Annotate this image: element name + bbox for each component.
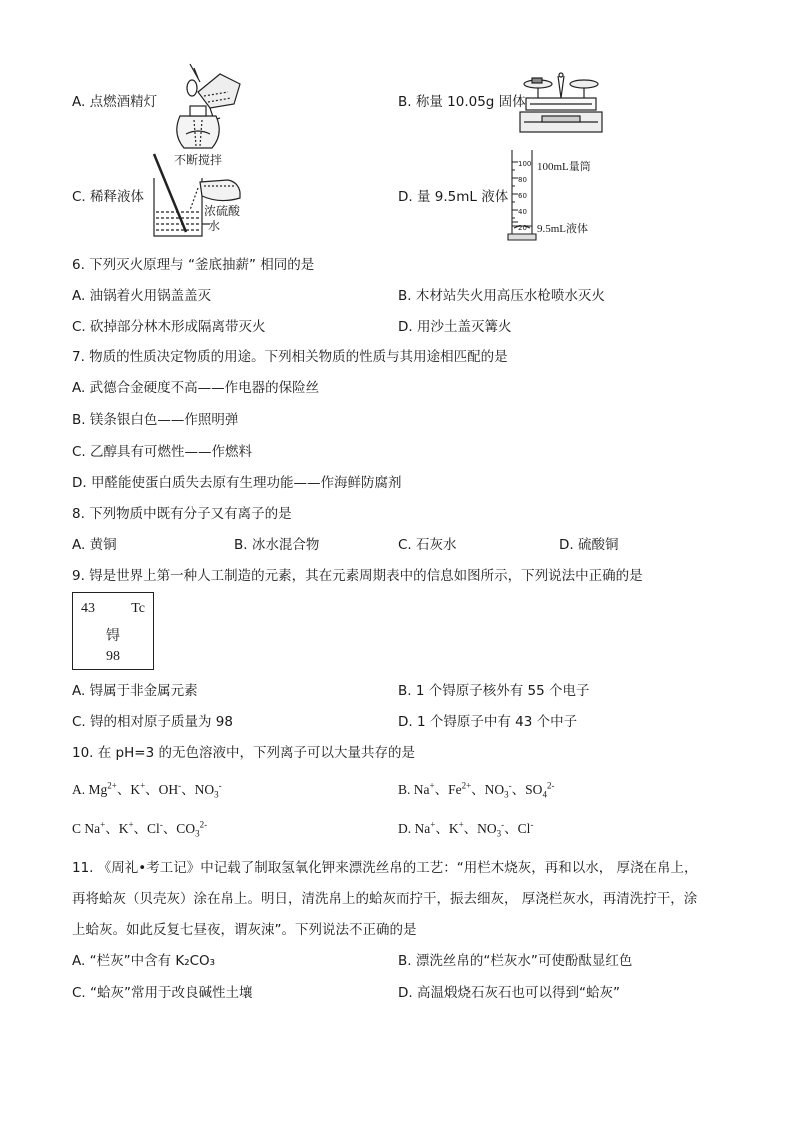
element-card — [72, 592, 154, 670]
q6-option-c: C. 砍掉部分林木形成隔离带灭火 — [72, 319, 266, 335]
atomic-mass: 98 — [106, 649, 120, 664]
alcohol-lamp-image — [168, 62, 252, 154]
q6-option-a: A. 油锅着火用锅盖盖灭 — [72, 288, 212, 304]
q8-option-d: D. 硫酸铜 — [559, 537, 619, 553]
q8-option-a: A. 黄铜 — [72, 537, 117, 553]
q8-option-c: C. 石灰水 — [398, 537, 457, 553]
q9-stem: 9. 锝是世界上第一种人工制造的元素，其在元素周期表中的信息如图所示，下列说法中正确的是 — [72, 568, 643, 584]
q7-option-b: B. 镁条银白色——作照明弹 — [72, 412, 239, 428]
q11-option-b: B. 漂洗丝帛的“栏灰水”可使酚酞显红色 — [398, 953, 633, 969]
q7-option-c: C. 乙醇具有可燃性——作燃料 — [72, 444, 253, 460]
tick-40: 40 — [518, 208, 527, 216]
q9-option-b: B. 1 个锝原子核外有 55 个电子 — [398, 683, 590, 699]
q9-option-a: A. 锝属于非金属元素 — [72, 683, 198, 699]
stir-label: 不断搅拌 — [174, 153, 223, 167]
q7-option-d: D. 甲醛能使蛋白质失去原有生理功能——作海鲜防腐剂 — [72, 475, 402, 491]
q5-option-b: B. 称量 10.05g 固体 — [398, 94, 526, 110]
element-name: 锝 — [106, 628, 120, 644]
q11-option-a: A. “栏灰”中含有 K₂CO₃ — [72, 953, 216, 969]
q10-option-b: B. Na+、$Fe^{2+}$、$NO_3^-$、$SO_4^{2-}$ — [398, 780, 555, 800]
q6-option-b: B. 木材站失火用高压水枪喷水灭火 — [398, 288, 605, 304]
tick-20: 20 — [518, 224, 527, 232]
q10-option-c: C Na+、K+、Cl-、$CO_3^{2-}$ — [72, 819, 208, 839]
balance-image — [518, 72, 604, 138]
tick-80: 80 — [518, 176, 527, 184]
q11-option-c: C. “蛤灰”常用于改良碱性土壤 — [72, 985, 253, 1001]
cylinder-title-label: 100mL量筒 — [537, 161, 591, 173]
acid-label: 浓硫酸 — [204, 204, 241, 218]
atomic-number: 43 — [81, 601, 95, 616]
tick-100: 100 — [518, 160, 532, 168]
element-symbol: Tc — [131, 601, 145, 616]
q8-option-b: B. 冰水混合物 — [234, 537, 320, 553]
q11-line-1: 11. 《周礼•考工记》中记载了制取氢氧化钾来漂洗丝帛的工艺：“用栏木烧灰，再和以水， 厚浇在帛上， — [72, 860, 698, 876]
q6-option-d: D. 用沙土盖灭篝火 — [398, 319, 512, 335]
tick-60: 60 — [518, 192, 527, 200]
q5-option-d: D. 量 9.5mL 液体 — [398, 189, 509, 205]
q7-stem: 7. 物质的性质决定物质的用途。下列相关物质的性质与其用途相匹配的是 — [72, 349, 508, 365]
q7-option-a: A. 武德合金硬度不高——作电器的保险丝 — [72, 380, 320, 396]
q10-stem: 10. 在 pH=3 的无色溶液中，下列离子可以大量共存的是 — [72, 745, 415, 761]
q5-option-a: A. 点燃酒精灯 — [72, 94, 158, 110]
q9-option-d: D. 1 个锝原子中有 43 个中子 — [398, 714, 578, 730]
q11-line-3: 上蛤灰。如此反复七昼夜，谓灰涑”。下列说法不正确的是 — [72, 922, 417, 938]
q10-option-d: D. Na+、K+、$NO_3^-$、Cl- — [398, 819, 534, 839]
q8-stem: 8. 下列物质中既有分子又有离子的是 — [72, 506, 292, 522]
q10-option-a: A. $Mg^{2+}$、K+、OH-、$NO_3^-$ — [72, 780, 222, 800]
q11-line-2: 再将蛤灰（贝壳灰）涂在帛上。明日，清洗帛上的蛤灰而拧干，振去细灰， 厚浇栏灰水，再清洗拧干，涂 — [72, 891, 698, 907]
water-label: 水 — [208, 219, 221, 233]
q9-option-c: C. 锝的相对原子质量为 98 — [72, 714, 233, 730]
q5-option-c: C. 稀释液体 — [72, 189, 145, 205]
cylinder-liquid-label: 9.5mL液体 — [537, 223, 589, 235]
q11-option-d: D. 高温煅烧石灰石也可以得到“蛤灰” — [398, 985, 620, 1001]
q6-stem: 6. 下列灭火原理与 “釜底抽薪” 相同的是 — [72, 257, 315, 273]
